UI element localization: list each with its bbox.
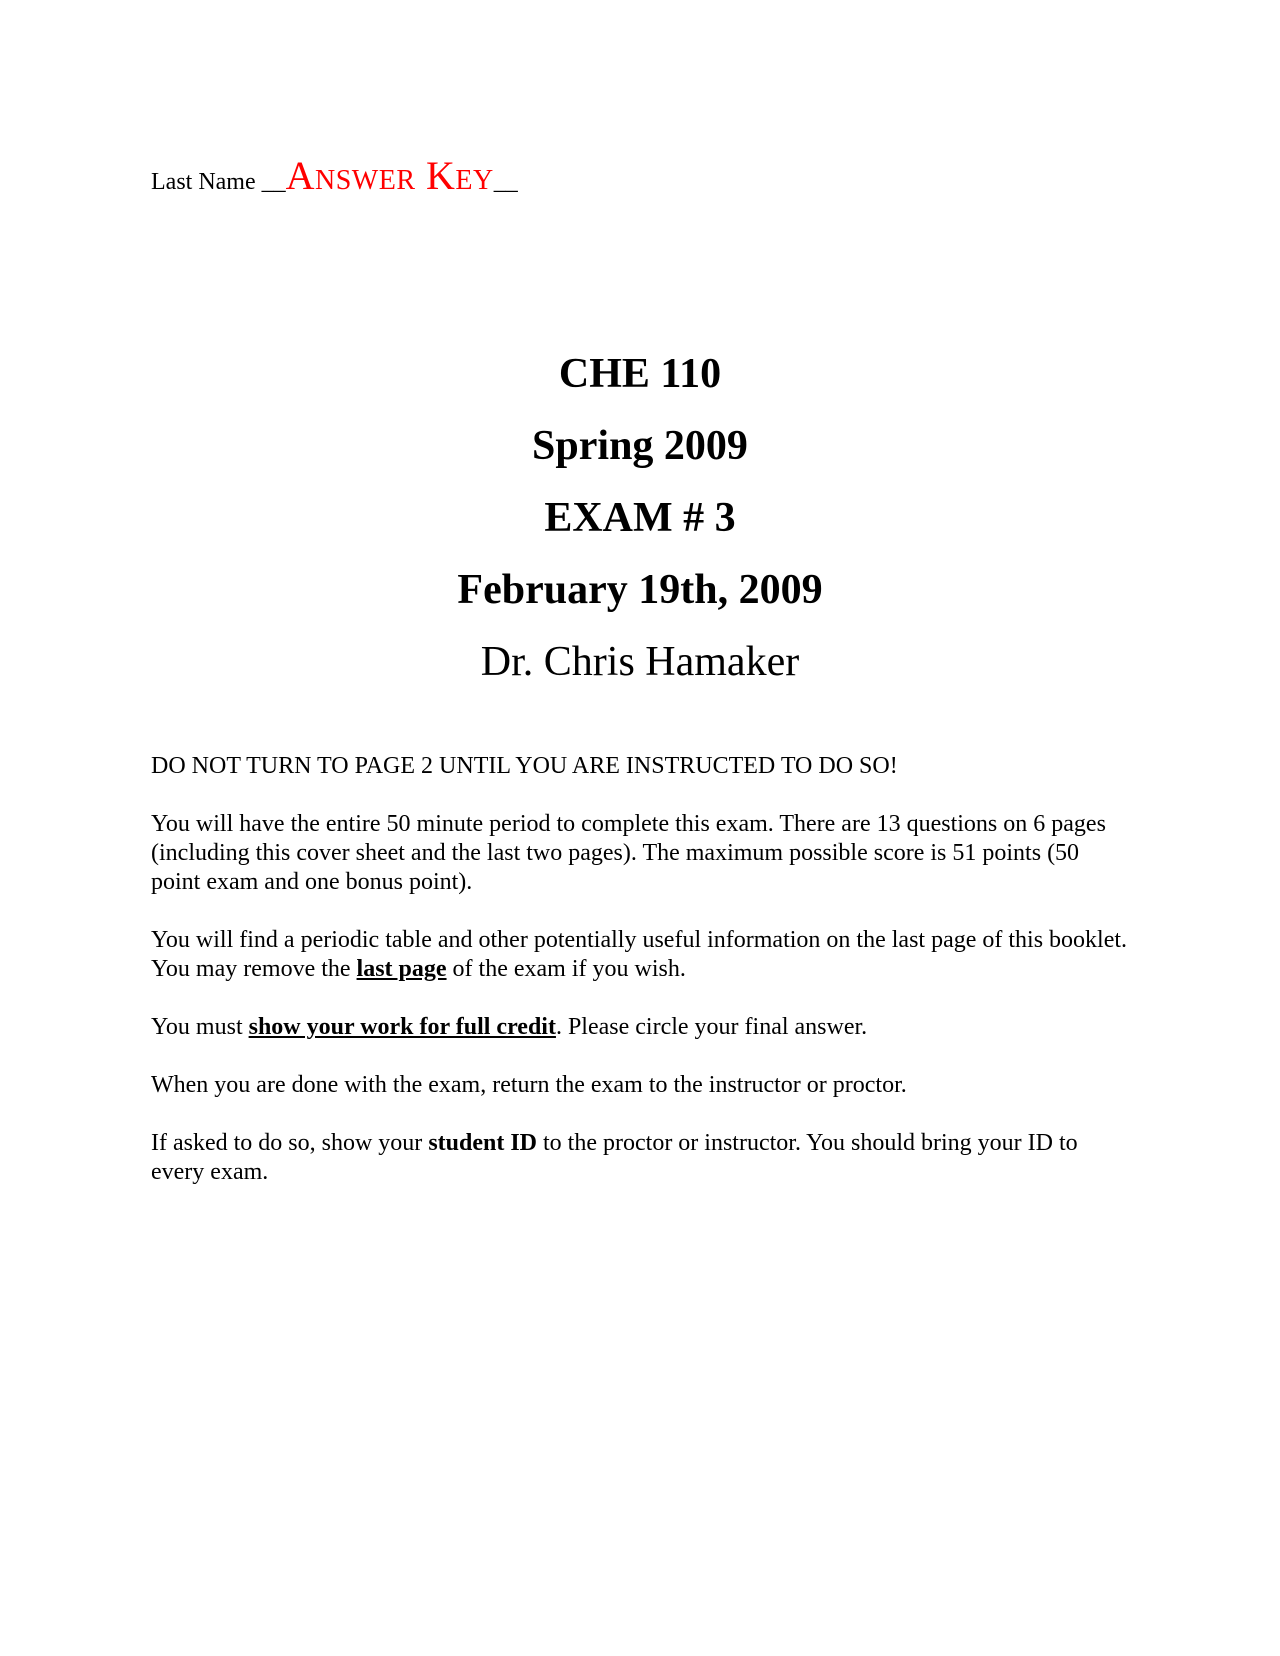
last-name-label: Last Name __ <box>151 169 286 195</box>
instructor-name: Dr. Chris Hamaker <box>480 639 800 685</box>
time-score-paragraph: You will have the entire 50 minute period to complete this exam. There are 13 questions on 6 pages (including this cover sheet and the last two pages). The maximum possible score is 51 points (50 point exam and one bonus point). <box>151 811 1106 895</box>
student-id-text-b: to the proctor or instructor. You should bring your ID to every exam. <box>151 1130 1078 1185</box>
warning-paragraph: DO NOT TURN TO PAGE 2 UNTIL YOU ARE INSTRUCTED TO DO SO! <box>151 753 898 779</box>
course-title: CHE 110 <box>558 351 722 397</box>
term-title: Spring 2009 <box>532 423 748 469</box>
last-page-emphasis: last page <box>356 956 447 982</box>
student-id-emphasis: student ID <box>428 1130 538 1156</box>
instructions-block <box>151 752 1131 1216</box>
periodic-table-text-a: You will find a periodic table and other potentially useful information on the last page of this booklet. You may remove the <box>151 927 1128 982</box>
exam-number-title: EXAM # 3 <box>544 495 736 541</box>
show-work-text-b: . Please circle your final answer. <box>555 1014 868 1040</box>
student-id-text-a: If asked to do so, show your <box>151 1130 429 1156</box>
exam-title-block <box>0 338 1280 698</box>
last-name-trailing-underscore: __ <box>493 169 518 195</box>
show-work-emphasis: show your work for full credit <box>248 1014 556 1040</box>
periodic-table-paragraph <box>151 926 1131 984</box>
student-id-paragraph <box>151 1129 1131 1187</box>
show-work-text-a: You must <box>151 1014 249 1040</box>
periodic-table-text-b: of the exam if you wish. <box>446 956 686 982</box>
return-exam-paragraph: When you are done with the exam, return the exam to the instructor or proctor. <box>151 1072 907 1098</box>
answer-key-text: Answer Key <box>285 153 494 198</box>
exam-date-title: February 19th, 2009 <box>457 567 823 613</box>
last-name-field <box>151 152 518 200</box>
show-work-paragraph <box>151 1013 1131 1042</box>
